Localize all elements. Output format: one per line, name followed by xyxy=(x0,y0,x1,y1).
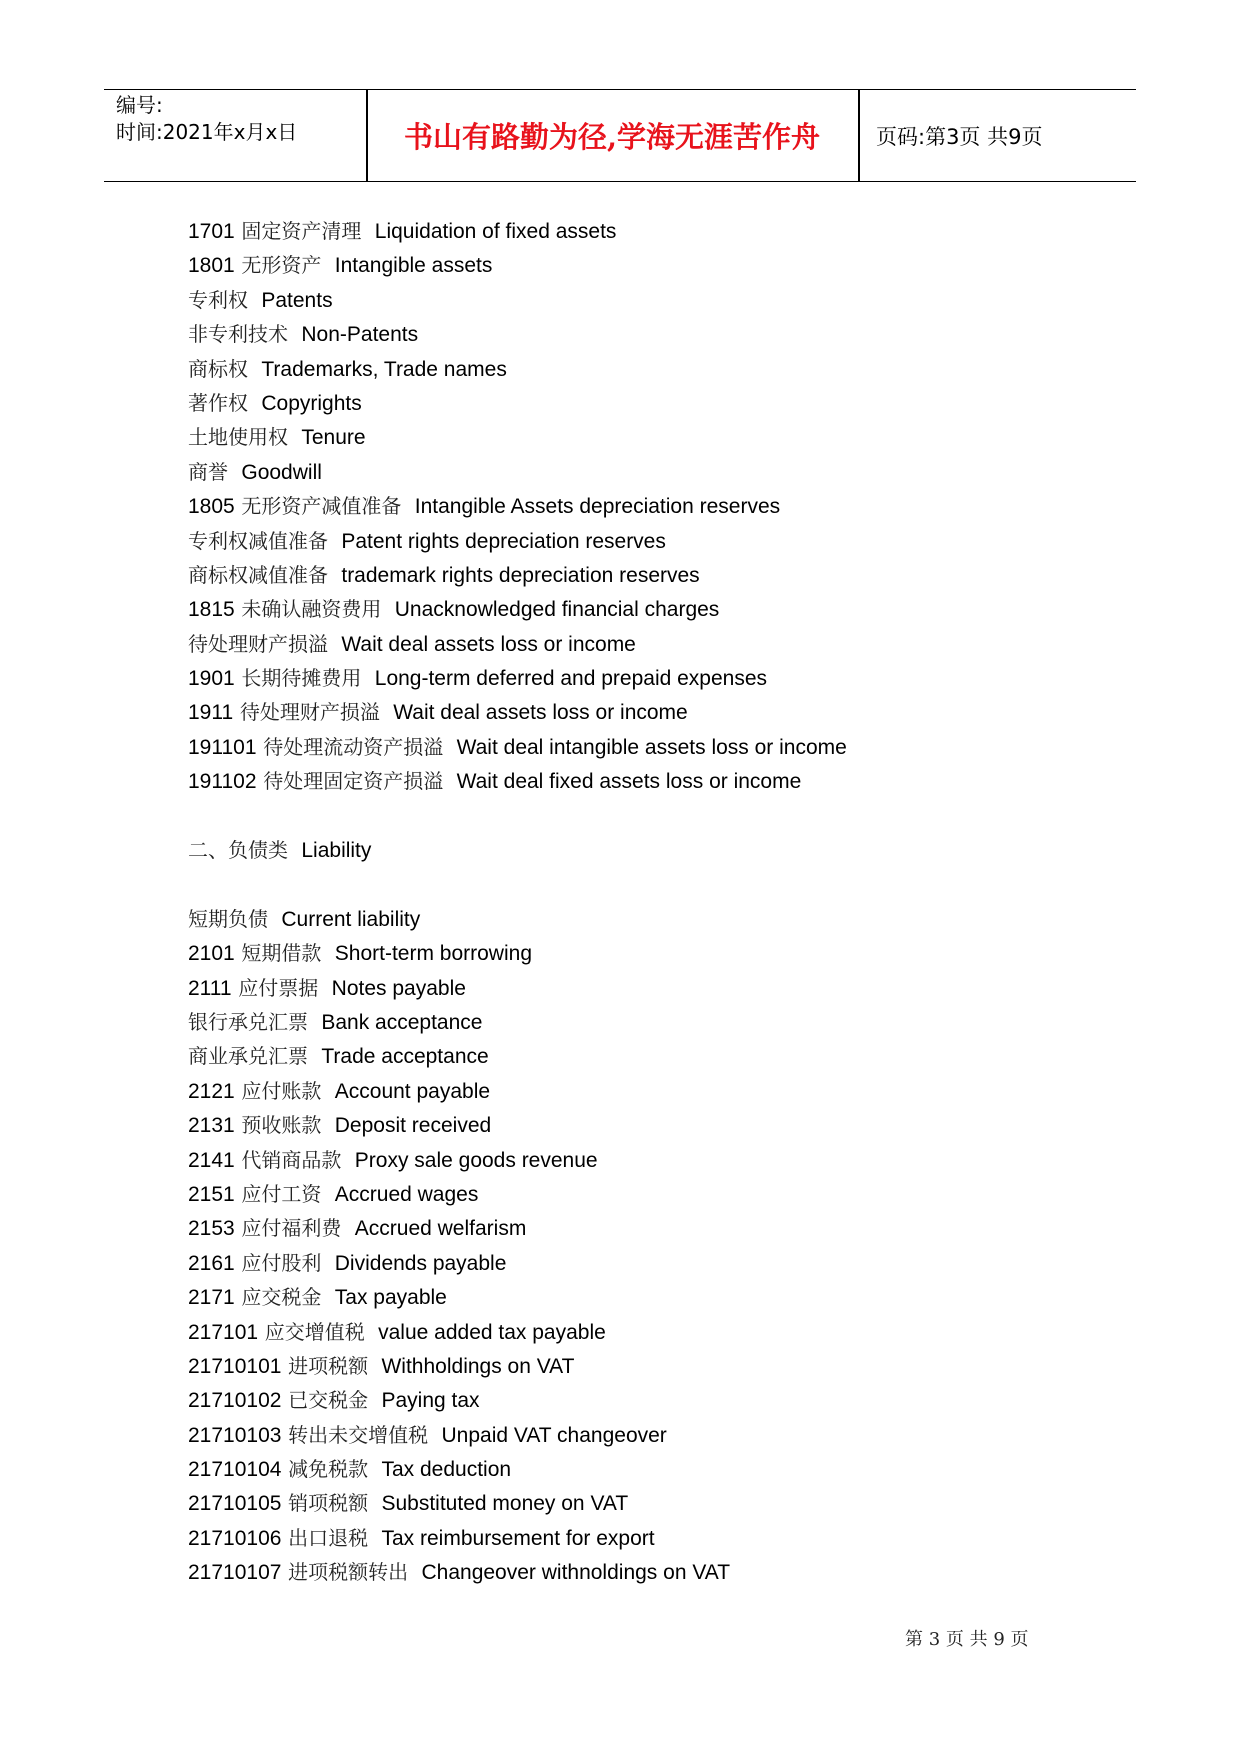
account-name-chinese: 应付账款 xyxy=(241,1078,322,1103)
account-name-english: Intangible assets xyxy=(334,254,493,278)
account-entry xyxy=(188,558,1108,592)
account-name-chinese: 商标权 xyxy=(188,356,248,381)
account-name-english: Accrued welfarism xyxy=(354,1217,527,1241)
account-name-english: Long-term deferred and prepaid expenses xyxy=(374,667,768,691)
header-page-indicator: 页码:第3页 共9页 xyxy=(876,124,1043,149)
account-entry xyxy=(188,936,1108,970)
account-code: 21710104 xyxy=(188,1458,282,1482)
account-name-english: Copyrights xyxy=(261,391,362,415)
account-entry xyxy=(188,627,1108,661)
account-name-chinese: 商业承兑汇票 xyxy=(188,1044,308,1069)
account-name-chinese: 代销商品款 xyxy=(241,1147,342,1172)
header-divider-right xyxy=(858,90,860,181)
account-code: 21710101 xyxy=(188,1354,282,1378)
page-header xyxy=(104,89,1136,182)
account-name-chinese: 银行承兑汇票 xyxy=(188,1009,308,1034)
account-name-english: Unacknowledged financial charges xyxy=(394,598,720,622)
account-entry xyxy=(188,1005,1108,1039)
account-code: 191101 xyxy=(188,735,257,759)
header-meta xyxy=(116,92,361,146)
account-name-english: Notes payable xyxy=(331,976,466,1000)
account-entry xyxy=(188,489,1108,523)
account-name-chinese: 专利权 xyxy=(188,287,248,312)
account-name-english: Account payable xyxy=(334,1079,491,1103)
account-code: 21710107 xyxy=(188,1561,282,1585)
account-name-english: Dividends payable xyxy=(334,1251,507,1275)
account-name-chinese: 应付工资 xyxy=(241,1181,322,1206)
account-entry xyxy=(188,1074,1108,1108)
account-name-english: Withholdings on VAT xyxy=(381,1354,575,1378)
account-name-english: Current liability xyxy=(281,907,421,931)
account-code: 21710103 xyxy=(188,1423,282,1447)
account-code: 2161 xyxy=(188,1251,235,1275)
account-entry xyxy=(188,833,1108,867)
account-name-chinese: 预收账款 xyxy=(241,1113,322,1138)
account-entry xyxy=(188,730,1108,764)
account-entry xyxy=(188,386,1108,420)
account-name-english: Intangible Assets depreciation reserves xyxy=(414,495,781,519)
account-entry xyxy=(188,1555,1108,1589)
account-name-english: Tax payable xyxy=(334,1286,447,1310)
account-name-chinese: 无形资产 xyxy=(241,253,322,278)
account-name-english: Deposit received xyxy=(334,1114,492,1138)
account-entry xyxy=(188,1486,1108,1520)
account-code: 2171 xyxy=(188,1286,235,1310)
account-entry xyxy=(188,248,1108,282)
account-code: 191102 xyxy=(188,770,257,794)
account-name-chinese: 商标权减值准备 xyxy=(188,562,328,587)
account-entry xyxy=(188,1383,1108,1417)
account-entry xyxy=(188,352,1108,386)
account-name-chinese: 固定资产清理 xyxy=(241,219,362,243)
account-entry xyxy=(188,1177,1108,1211)
account-code: 2121 xyxy=(188,1079,235,1103)
account-name-english: Tax deduction xyxy=(381,1458,512,1482)
account-code: 1911 xyxy=(188,701,234,725)
account-code: 1815 xyxy=(188,598,235,622)
account-name-chinese: 应交税金 xyxy=(241,1285,322,1310)
account-name-chinese: 短期负债 xyxy=(188,906,268,931)
account-name-chinese: 待处理财产损溢 xyxy=(188,631,328,656)
account-name-english: Wait deal intangible assets loss or income xyxy=(456,735,847,759)
account-name-chinese: 应付票据 xyxy=(238,975,319,1000)
account-name-chinese: 无形资产减值准备 xyxy=(241,494,402,519)
account-code: 2101 xyxy=(188,942,235,966)
account-code: 1801 xyxy=(188,254,235,278)
account-code: 21710102 xyxy=(188,1389,282,1413)
account-entry xyxy=(188,1315,1108,1349)
account-name-chinese: 已交税金 xyxy=(288,1388,369,1413)
account-entry xyxy=(188,592,1108,626)
account-code: 2111 xyxy=(188,976,232,1000)
account-name-english: value added tax payable xyxy=(378,1320,606,1344)
account-entry xyxy=(188,524,1108,558)
account-name-chinese: 待处理财产损溢 xyxy=(239,700,380,725)
account-entry xyxy=(188,1108,1108,1142)
account-name-english: Substituted money on VAT xyxy=(381,1492,629,1516)
account-name-english: Unpaid VAT changeover xyxy=(441,1423,667,1447)
account-name-english: Patents xyxy=(261,288,333,312)
account-name-english: Trade acceptance xyxy=(321,1045,489,1069)
account-name-chinese: 商誉 xyxy=(188,459,228,484)
account-name-english: Goodwill xyxy=(241,460,322,484)
account-entry xyxy=(188,1521,1108,1555)
account-code: 2151 xyxy=(188,1182,235,1206)
account-entry xyxy=(188,1143,1108,1177)
account-entry xyxy=(188,420,1108,454)
account-entry xyxy=(188,971,1108,1005)
account-list xyxy=(188,214,1108,1590)
account-name-english: Wait deal fixed assets loss or income xyxy=(456,770,802,794)
account-entry xyxy=(188,317,1108,351)
account-name-chinese: 应交增值税 xyxy=(264,1319,365,1344)
account-name-chinese: 短期借款 xyxy=(241,941,322,966)
account-code: 2141 xyxy=(188,1148,235,1172)
account-name-chinese: 应付福利费 xyxy=(241,1216,342,1241)
account-name-chinese: 长期待摊费用 xyxy=(241,666,362,691)
account-name-english: Non-Patents xyxy=(301,323,419,347)
account-name-chinese: 未确认融资费用 xyxy=(241,597,382,622)
account-code: 21710105 xyxy=(188,1492,282,1516)
account-code: 2153 xyxy=(188,1217,235,1241)
account-name-english: Bank acceptance xyxy=(321,1010,483,1034)
account-entry xyxy=(188,764,1108,798)
account-name-chinese: 待处理流动资产损溢 xyxy=(263,734,444,759)
account-name-chinese: 进项税额 xyxy=(288,1353,369,1378)
account-name-english: Tax reimbursement for export xyxy=(381,1526,655,1550)
account-name-chinese: 销项税额 xyxy=(288,1491,369,1516)
account-entry xyxy=(188,1211,1108,1245)
document-time-label: 时间:2021年x月x日 xyxy=(116,120,298,144)
account-entry xyxy=(188,1349,1108,1383)
account-entry xyxy=(188,1280,1108,1314)
account-entry xyxy=(188,902,1108,936)
account-entry xyxy=(188,214,1108,248)
account-name-chinese: 待处理固定资产损溢 xyxy=(263,769,444,794)
account-entry xyxy=(188,455,1108,489)
account-name-chinese: 转出未交增值税 xyxy=(288,1422,429,1447)
header-motto: 书山有路勤为径,学海无涯苦作舟 xyxy=(403,120,821,154)
account-name-chinese: 专利权减值准备 xyxy=(188,528,328,553)
account-name-english: Wait deal assets loss or income xyxy=(393,701,688,725)
account-name-english: Liability xyxy=(301,839,372,863)
account-name-chinese: 著作权 xyxy=(188,390,248,415)
account-name-english: trademark rights depreciation reserves xyxy=(341,563,700,587)
account-name-chinese: 土地使用权 xyxy=(188,425,288,450)
account-name-english: Patent rights depreciation reserves xyxy=(341,529,666,553)
account-name-english: Accrued wages xyxy=(334,1182,479,1206)
account-code: 1901 xyxy=(188,667,235,691)
account-code: 217101 xyxy=(188,1320,259,1344)
account-name-english: Paying tax xyxy=(381,1389,480,1413)
account-name-english: Short-term borrowing xyxy=(334,942,532,966)
account-name-english: Proxy sale goods revenue xyxy=(354,1148,598,1172)
account-code: 1805 xyxy=(188,495,235,519)
account-entry xyxy=(188,1246,1108,1280)
account-name-english: Liquidation of fixed assets xyxy=(374,220,617,243)
account-code: 2131 xyxy=(188,1114,235,1138)
account-entry xyxy=(188,661,1108,695)
page-footer: 第 3 页 共 9 页 xyxy=(905,1629,1029,1650)
account-name-chinese: 出口退税 xyxy=(288,1525,369,1550)
account-name-chinese: 二、负债类 xyxy=(188,838,288,863)
account-entry xyxy=(188,1452,1108,1486)
account-entry xyxy=(188,1418,1108,1452)
account-name-chinese: 应付股利 xyxy=(241,1250,322,1275)
account-code: 1701 xyxy=(188,220,235,243)
account-name-chinese: 非专利技术 xyxy=(188,322,288,347)
account-name-english: Trademarks, Trade names xyxy=(261,357,507,381)
account-entry xyxy=(188,1039,1108,1073)
account-name-english: Tenure xyxy=(301,426,366,450)
account-entry xyxy=(188,695,1108,729)
account-entry xyxy=(188,283,1108,317)
account-name-chinese: 进项税额转出 xyxy=(288,1560,409,1585)
account-code: 21710106 xyxy=(188,1526,282,1550)
account-name-english: Changeover withnoldings on VAT xyxy=(421,1561,731,1585)
account-name-chinese: 减免税款 xyxy=(288,1457,369,1482)
account-name-english: Wait deal assets loss or income xyxy=(341,632,636,656)
document-number-label: 编号: xyxy=(116,93,163,117)
